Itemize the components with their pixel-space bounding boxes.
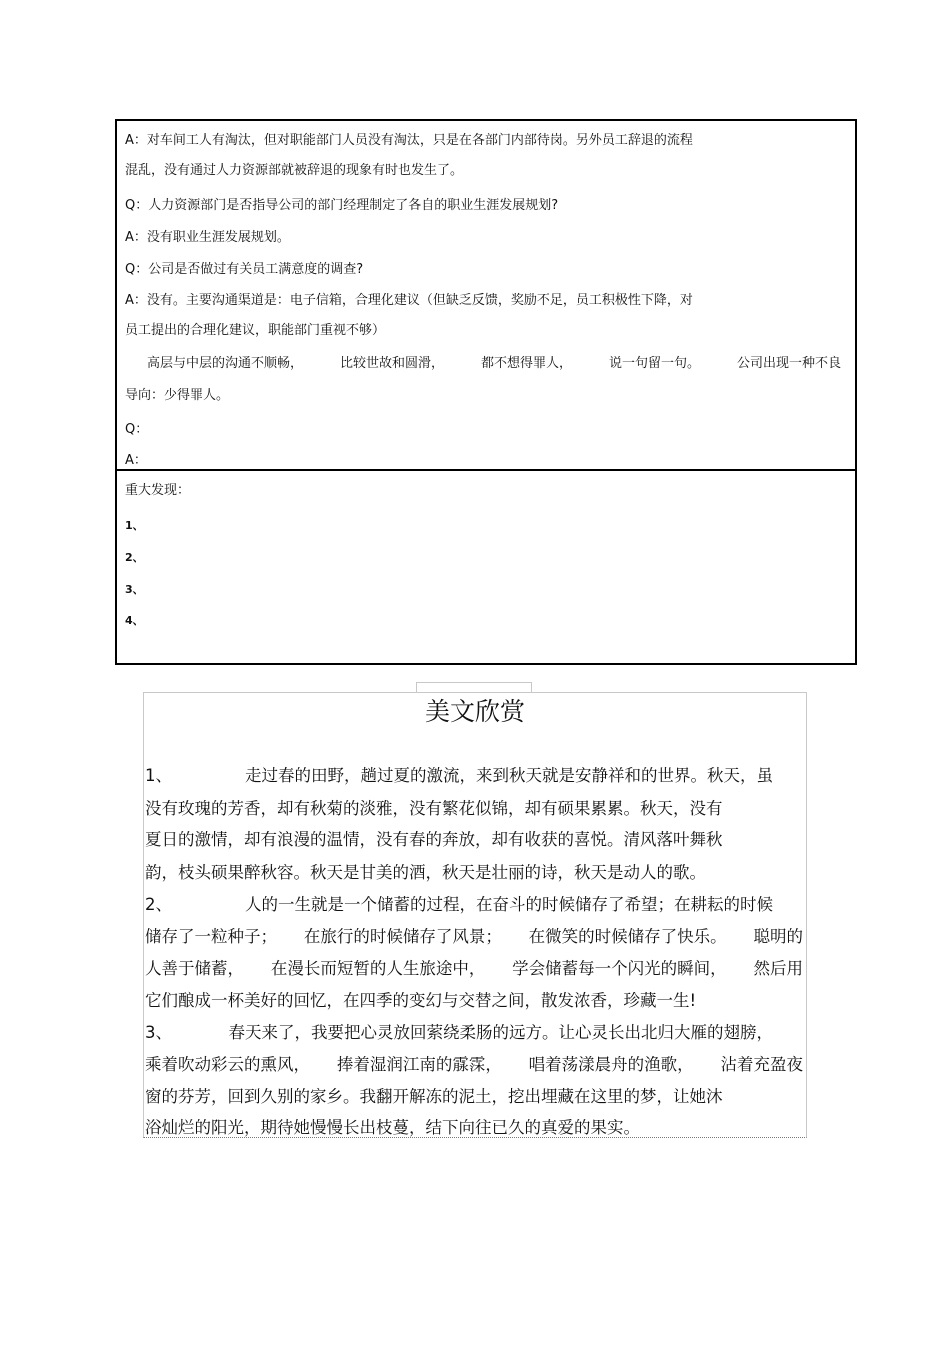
- answer-line: A：对车间工人有淘汰，但对职能部门人员没有淘汰，只是在各部门内部待岗。另外员工辞退的流程: [125, 133, 693, 148]
- interview-box: [115, 119, 857, 471]
- findings-box: [115, 471, 857, 665]
- answer-line: A：没有。主要沟通渠道是：电子信箱，合理化建议（但缺乏反馈，奖励不足，员工积极性下降，对: [125, 293, 693, 308]
- essay-line: 它们酿成一杯美好的回忆，在四季的变幻与交替之间，散发浓香，珍藏一生!: [145, 991, 697, 1010]
- finding-item: 4、: [125, 614, 144, 627]
- essay-line: 1、 走过春的田野，趟过夏的激流，来到秋天就是安静祥和的世界。秋天，虽: [145, 766, 773, 785]
- essay-line: 夏日的激情，却有浪漫的温情，没有春的奔放，却有收获的喜悦。清风落叶舞秋: [145, 830, 723, 849]
- essay-line: 韵，枝头硕果醉秋容。秋天是甘美的酒，秋天是壮丽的诗，秋天是动人的歌。: [145, 863, 706, 882]
- answer-line: 员工提出的合理化建议，职能部门重视不够）: [125, 323, 386, 338]
- essay-line: 窗的芬芳，回到久别的家乡。我翻开解冻的泥土，挖出埋藏在这里的梦，让她沐: [145, 1087, 723, 1106]
- findings-title: 重大发现：: [125, 483, 191, 498]
- question-line: Q：人力资源部门是否指导公司的部门经理制定了各自的职业生涯发展规划?: [125, 198, 559, 213]
- essay-line: 人善于储蓄， 在漫长而短暂的人生旅途中， 学会储蓄每一个闪光的瞬间， 然后用: [145, 959, 803, 978]
- essay-line: 浴灿烂的阳光，期待她慢慢长出枝蔓，结下向往已久的真爱的果实。: [145, 1118, 640, 1137]
- answer-line: 混乱，没有通过人力资源部就被辞退的现象有时也发生了。: [125, 163, 464, 178]
- answer-blank: A：: [125, 453, 147, 468]
- essay-line: 储存了一粒种子； 在旅行的时候储存了风景； 在微笑的时候储存了快乐。 聪明的: [145, 927, 803, 946]
- finding-item: 1、: [125, 519, 144, 532]
- finding-item: 3、: [125, 583, 144, 596]
- question-line: Q：公司是否做过有关员工满意度的调查?: [125, 262, 364, 277]
- essay-line: 3、 春天来了，我要把心灵放回萦绕柔肠的远方。让心灵长出北归大雁的翅膀，: [145, 1023, 773, 1042]
- paragraph-line: 高层与中层的沟通不顺畅， 比较世故和圆滑， 都不想得罪人， 说一句留一句。 公司出现一种不良: [147, 356, 841, 371]
- essay-line: 乘着吹动彩云的熏风， 捧着湿润江南的霡霂， 唱着荡漾晨舟的渔歌， 沾着充盈夜: [145, 1055, 803, 1074]
- essay-title: 美文欣赏: [424, 697, 525, 726]
- finding-item: 2、: [125, 551, 144, 564]
- paragraph-line: 导向：少得罪人。: [125, 388, 230, 403]
- question-blank: Q：: [125, 422, 149, 437]
- answer-line: A：没有职业生涯发展规划。: [125, 230, 290, 245]
- essay-line: 2、 人的一生就是一个储蓄的过程，在奋斗的时候储存了希望；在耕耘的时候: [145, 895, 773, 914]
- essay-line: 没有玫瑰的芳香，却有秋菊的淡雅，没有繁花似锦，却有硕果累累。秋天，没有: [145, 799, 723, 818]
